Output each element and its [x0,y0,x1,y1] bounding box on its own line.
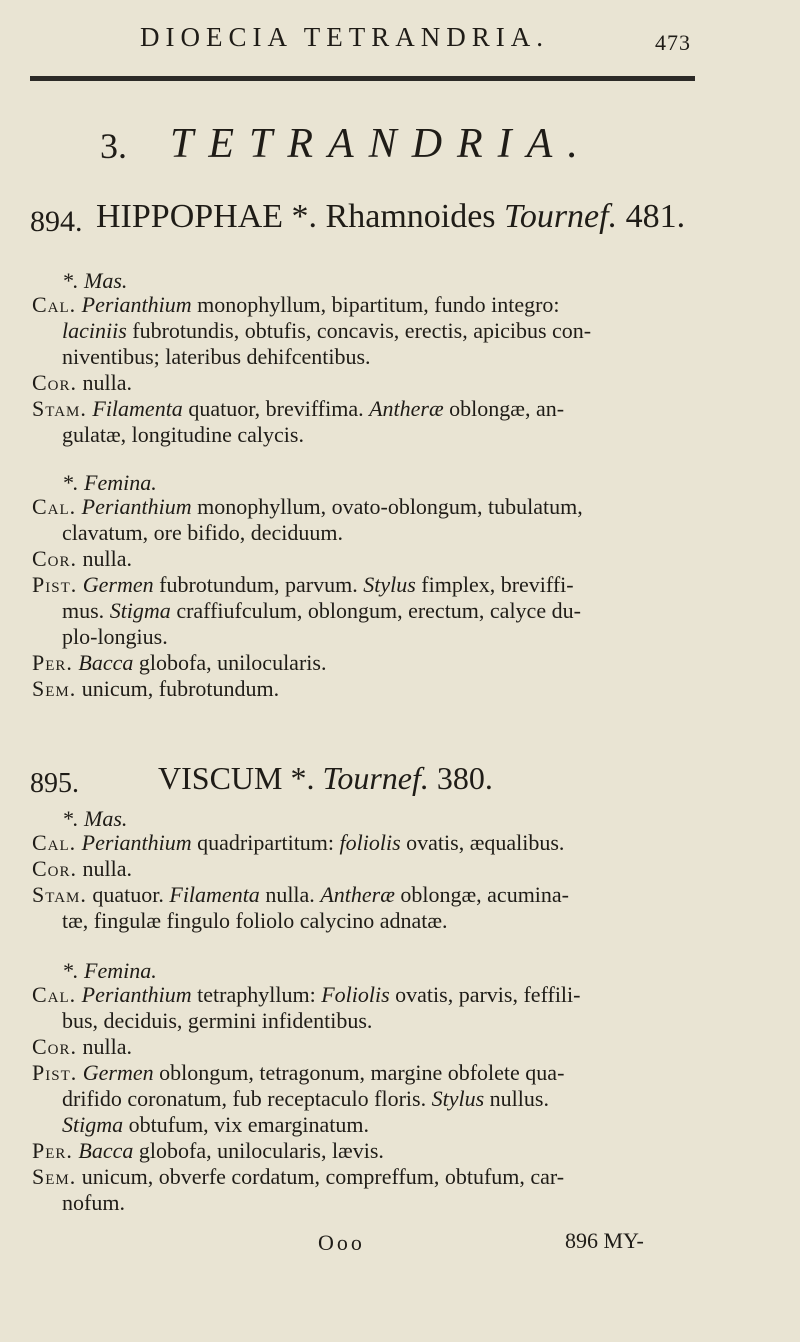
text: globofa, unilocularis, lævis. [133,1138,384,1163]
term: Stylus [363,572,416,597]
text: oblongæ, an- [443,396,565,421]
sex-heading: *. Mas. [62,268,128,293]
text-line: niventibus; lateribus dehifcentibus. [62,344,371,369]
text: quadripartitum: [191,830,340,855]
term: Germen [82,572,154,597]
text-line [32,292,560,318]
text: fubrotundum, parvum. [153,572,364,597]
section-number: 3. [100,126,127,166]
text-line [32,1034,132,1060]
text-line [62,1112,369,1138]
label: Cor. [32,546,78,571]
text: unicum, fubrotundum. [81,676,280,701]
label: Cal. [32,292,77,317]
running-head: DIOECIA TETRANDRIA. [140,22,549,52]
text: quatuor, breviffima. [182,396,370,421]
genus-authority: Tournef. [322,760,429,796]
signature-mark: Ooo [318,1230,365,1255]
text: oblongæ, acumina- [394,882,570,907]
term: Perianthium [81,292,192,317]
label: Cal. [32,830,77,855]
text-line: plo-longius. [62,624,168,649]
label: Cor. [32,1034,78,1059]
text-line [32,830,564,856]
text-line [32,546,132,572]
header-rule [30,76,695,81]
section-title: TETRANDRIA. [170,121,593,167]
genus-heading [158,760,493,797]
text: tetraphyllum: [191,982,322,1007]
text-line [32,856,132,882]
text: oblongum, tetragonum, margine obfolete qua- [153,1060,565,1085]
text-line [32,494,583,520]
genus-ref: 380. [436,760,493,796]
term: Perianthium [81,494,192,519]
text: fimplex, breviffi- [415,572,574,597]
text: nulla. [259,882,321,907]
text: globofa, unilocularis. [133,650,327,675]
label: Pist. [32,1060,78,1085]
text: fubrotundis, obtufis, concavis, erectis, apicibus con- [126,318,592,343]
genus-synonym: *. Rhamnoides [291,198,496,235]
page-number: 473 [655,30,691,55]
text-line [32,370,132,396]
term: Stylus [431,1086,485,1111]
sex-heading: *. Mas. [62,806,128,831]
text: ovatis, æqualibus. [400,830,565,855]
text: nulla. [82,856,133,881]
genus-ref: 481. [625,198,686,235]
text-line: gulatæ, longitudine calycis. [62,422,304,447]
genus-authority: Tournef. [504,198,618,235]
text-line: bus, deciduis, germini infidentibus. [62,1008,373,1033]
genus-number: 895. [30,768,79,799]
text-line [32,572,574,598]
catchword: 896 MY- [565,1228,644,1253]
text: craffiufculum, oblongum, erectum, calyce du- [170,598,581,623]
genus-name: VISCUM *. [158,760,315,796]
term: Germen [82,1060,154,1085]
text-line [32,982,580,1008]
text-line [62,598,581,624]
text-line: clavatum, ore bifido, deciduum. [62,520,344,545]
text-line: nofum. [62,1190,125,1215]
text: drifido coronatum, fub receptaculo floris. [62,1086,432,1111]
text: nulla. [82,546,133,571]
label: Stam. [32,882,87,907]
term: Stigma [109,598,171,623]
label: Stam. [32,396,87,421]
text: monophyllum, ovato-oblongum, tubulatum, [191,494,583,519]
sex-heading: *. Femina. [62,958,157,983]
text-line [32,396,564,422]
text: monophyllum, bipartitum, fundo integro: [191,292,560,317]
text-line [32,1060,564,1086]
label: Sem. [32,676,77,701]
genus-name: HIPPOPHAE [96,198,284,235]
label: Sem. [32,1164,77,1189]
text: nullus. [484,1086,549,1111]
label: Per. [32,650,73,675]
term: Antheræ [320,882,395,907]
term: Filamenta [169,882,260,907]
term: Antheræ [369,396,444,421]
text-line [62,1086,549,1112]
label: Cor. [32,856,78,881]
text-line [32,676,279,702]
text-line [62,318,591,344]
term: foliolis [339,830,401,855]
term: Stigma [62,1112,124,1137]
text-line [32,1164,564,1190]
term: Foliolis [321,982,390,1007]
text-line [32,650,326,676]
term: Bacca [78,650,134,675]
text: ovatis, parvis, feffili- [389,982,581,1007]
label: Per. [32,1138,73,1163]
genus-number: 894. [30,205,83,238]
text-line [32,882,569,908]
text-line: tæ, fingulæ fingulo foliolo calycino adnatæ. [62,908,448,933]
text: nulla. [82,370,133,395]
term: laciniis [62,318,127,343]
text: unicum, obverfe cordatum, compreffum, obtufum, car- [81,1164,565,1189]
text: obtufum, vix emarginatum. [123,1112,369,1137]
text: mus. [62,598,110,623]
label: Cal. [32,982,77,1007]
term: Filamenta [92,396,183,421]
text: nulla. [82,1034,133,1059]
genus-heading [96,198,685,236]
sex-heading: *. Femina. [62,470,157,495]
term: Perianthium [81,982,192,1007]
term: Bacca [78,1138,134,1163]
label: Cor. [32,370,78,395]
term: Perianthium [81,830,192,855]
label: Pist. [32,572,78,597]
text-line [32,1138,384,1164]
label: Cal. [32,494,77,519]
text: quatuor. [92,882,170,907]
